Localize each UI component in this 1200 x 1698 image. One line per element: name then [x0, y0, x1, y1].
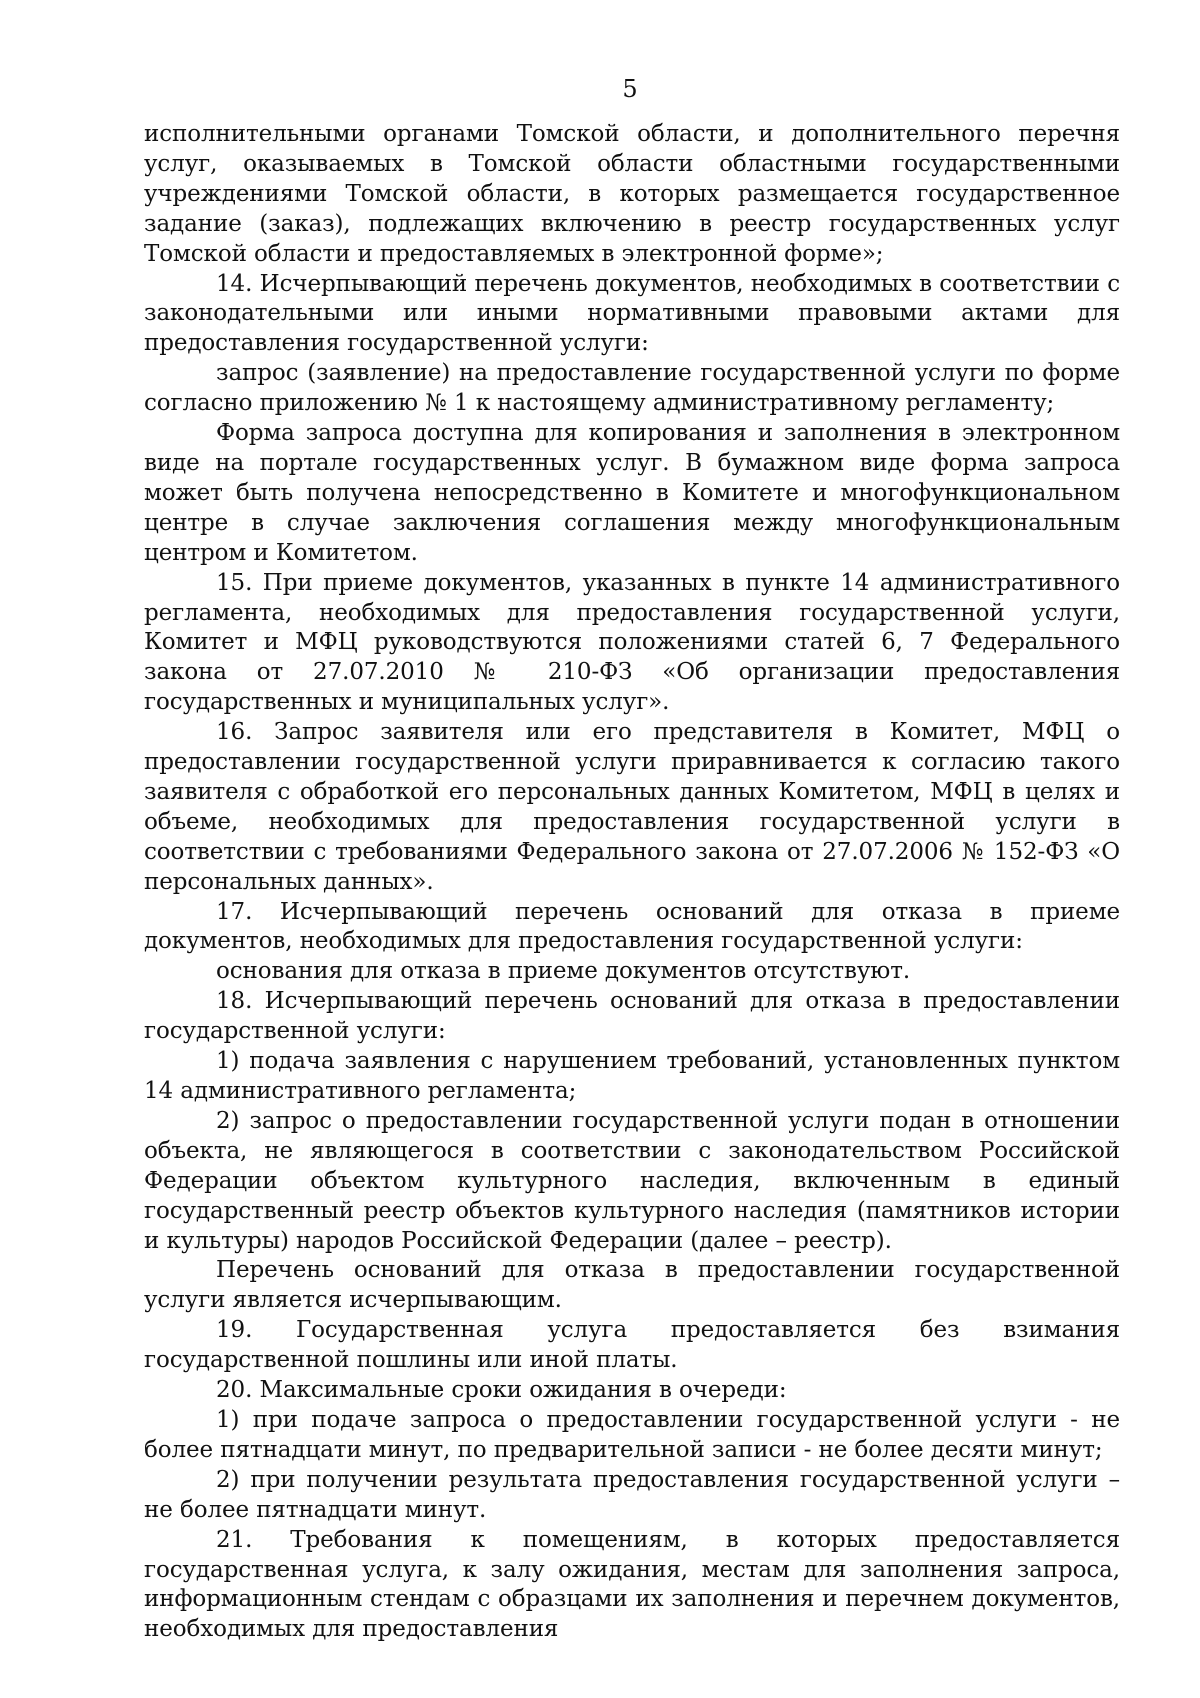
- paragraph-no-grounds: основания для отказа в приеме документов отсутствуют.: [216, 958, 911, 985]
- paragraph-item-15: 15. При приеме документов, указанных в пункте 14 административного регламента, необходимых для предоставления государственной услуги, Комитет и МФЦ руководствуются положениями статей 6, 7 Федерального закона от 27.07.2010 № 210-ФЗ «Об организации предоставления государственных и муниципальных услуг».: [144, 569, 1120, 716]
- paragraph-item-14: 14. Исчерпывающий перечень документов, необходимых в соответствии с законодательными или иными нормативными правовыми актами для предоставления государственной услуги:: [144, 270, 1120, 357]
- document-body: [144, 120, 1120, 1645]
- paragraph-item-20-2: 2) при получении результата предоставления государственной услуги – не более пятнадцати минут.: [144, 1466, 1120, 1523]
- paragraph-item-20-1: 1) при подаче запроса о предоставлении государственной услуги - не более пятнадцати минут, по предварительной записи - не более десяти минут;: [144, 1406, 1120, 1463]
- paragraph-item-17: 17. Исчерпывающий перечень оснований для отказа в приеме документов, необходимых для предоставления государственной услуги:: [144, 898, 1120, 955]
- paragraph-item-18-1: 1) подача заявления с нарушением требований, установленных пунктом 14 административного регламента;: [144, 1048, 1120, 1104]
- paragraph-request-form: запрос (заявление) на предоставление государственной услуги по форме согласно приложению № 1 к настоящему административному регламенту;: [144, 360, 1120, 417]
- page-number: 5: [622, 75, 638, 103]
- paragraph-item-19: 19. Государственная услуга предоставляется без взимания государственной пошлины или иной платы.: [144, 1317, 1120, 1374]
- paragraph-item-20: 20. Максимальные сроки ожидания в очереди:: [216, 1377, 787, 1404]
- paragraph-exhaustive-list: Перечень оснований для отказа в предоставлении государственной услуги является исчерпывающим.: [144, 1257, 1120, 1314]
- paragraph-form-availability: Форма запроса доступна для копирования и заполнения в электронном виде на портале государственных услуг. В бумажном виде форма запроса может быть получена непосредственно в Комитете и многофункциональном центре в случае заключения соглашения между многофункциональным центром и Комитетом.: [144, 420, 1120, 566]
- paragraph-item-16: 16. Запрос заявителя или его представителя в Комитет, МФЦ о предоставлении государственной услуги приравнивается к согласию такого заявителя с обработкой его персональных данных Комитетом, МФЦ в целях и объеме, необходимых для предоставления государственной услуги в соответствии с требованиями Федерального закона от 27.07.2006 № 152-ФЗ «О персональных данных».: [144, 719, 1120, 895]
- paragraph-item-21: 21. Требования к помещениям, в которых предоставляется государственная услуга, к залу ожидания, местам для заполнения запроса, информационным стендам с образцами их заполнения и перечнем документов, необходимых для предоставления: [144, 1526, 1120, 1643]
- paragraph-continuation: исполнительными органами Томской области, и дополнительного перечня услуг, оказываемых в Томской области областными государственными учреждениями Томской области, в которых размещается государственное задание (заказ), подлежащих включению в реестр государственных услуг Томской области и предоставляемых в электронной форме»;: [144, 121, 1120, 267]
- paragraph-item-18-2: 2) запрос о предоставлении государственной услуги подан в отношении объекта, не являющегося в соответствии с законодательством Российской Федерации объектом культурного наследия, включенным в единый государственный реестр объектов культурного наследия (памятников истории и культуры) народов Российской Федерации (далее – реестр).: [144, 1107, 1120, 1254]
- paragraph-item-18: 18. Исчерпывающий перечень оснований для отказа в предоставлении государственной услуги:: [144, 988, 1120, 1045]
